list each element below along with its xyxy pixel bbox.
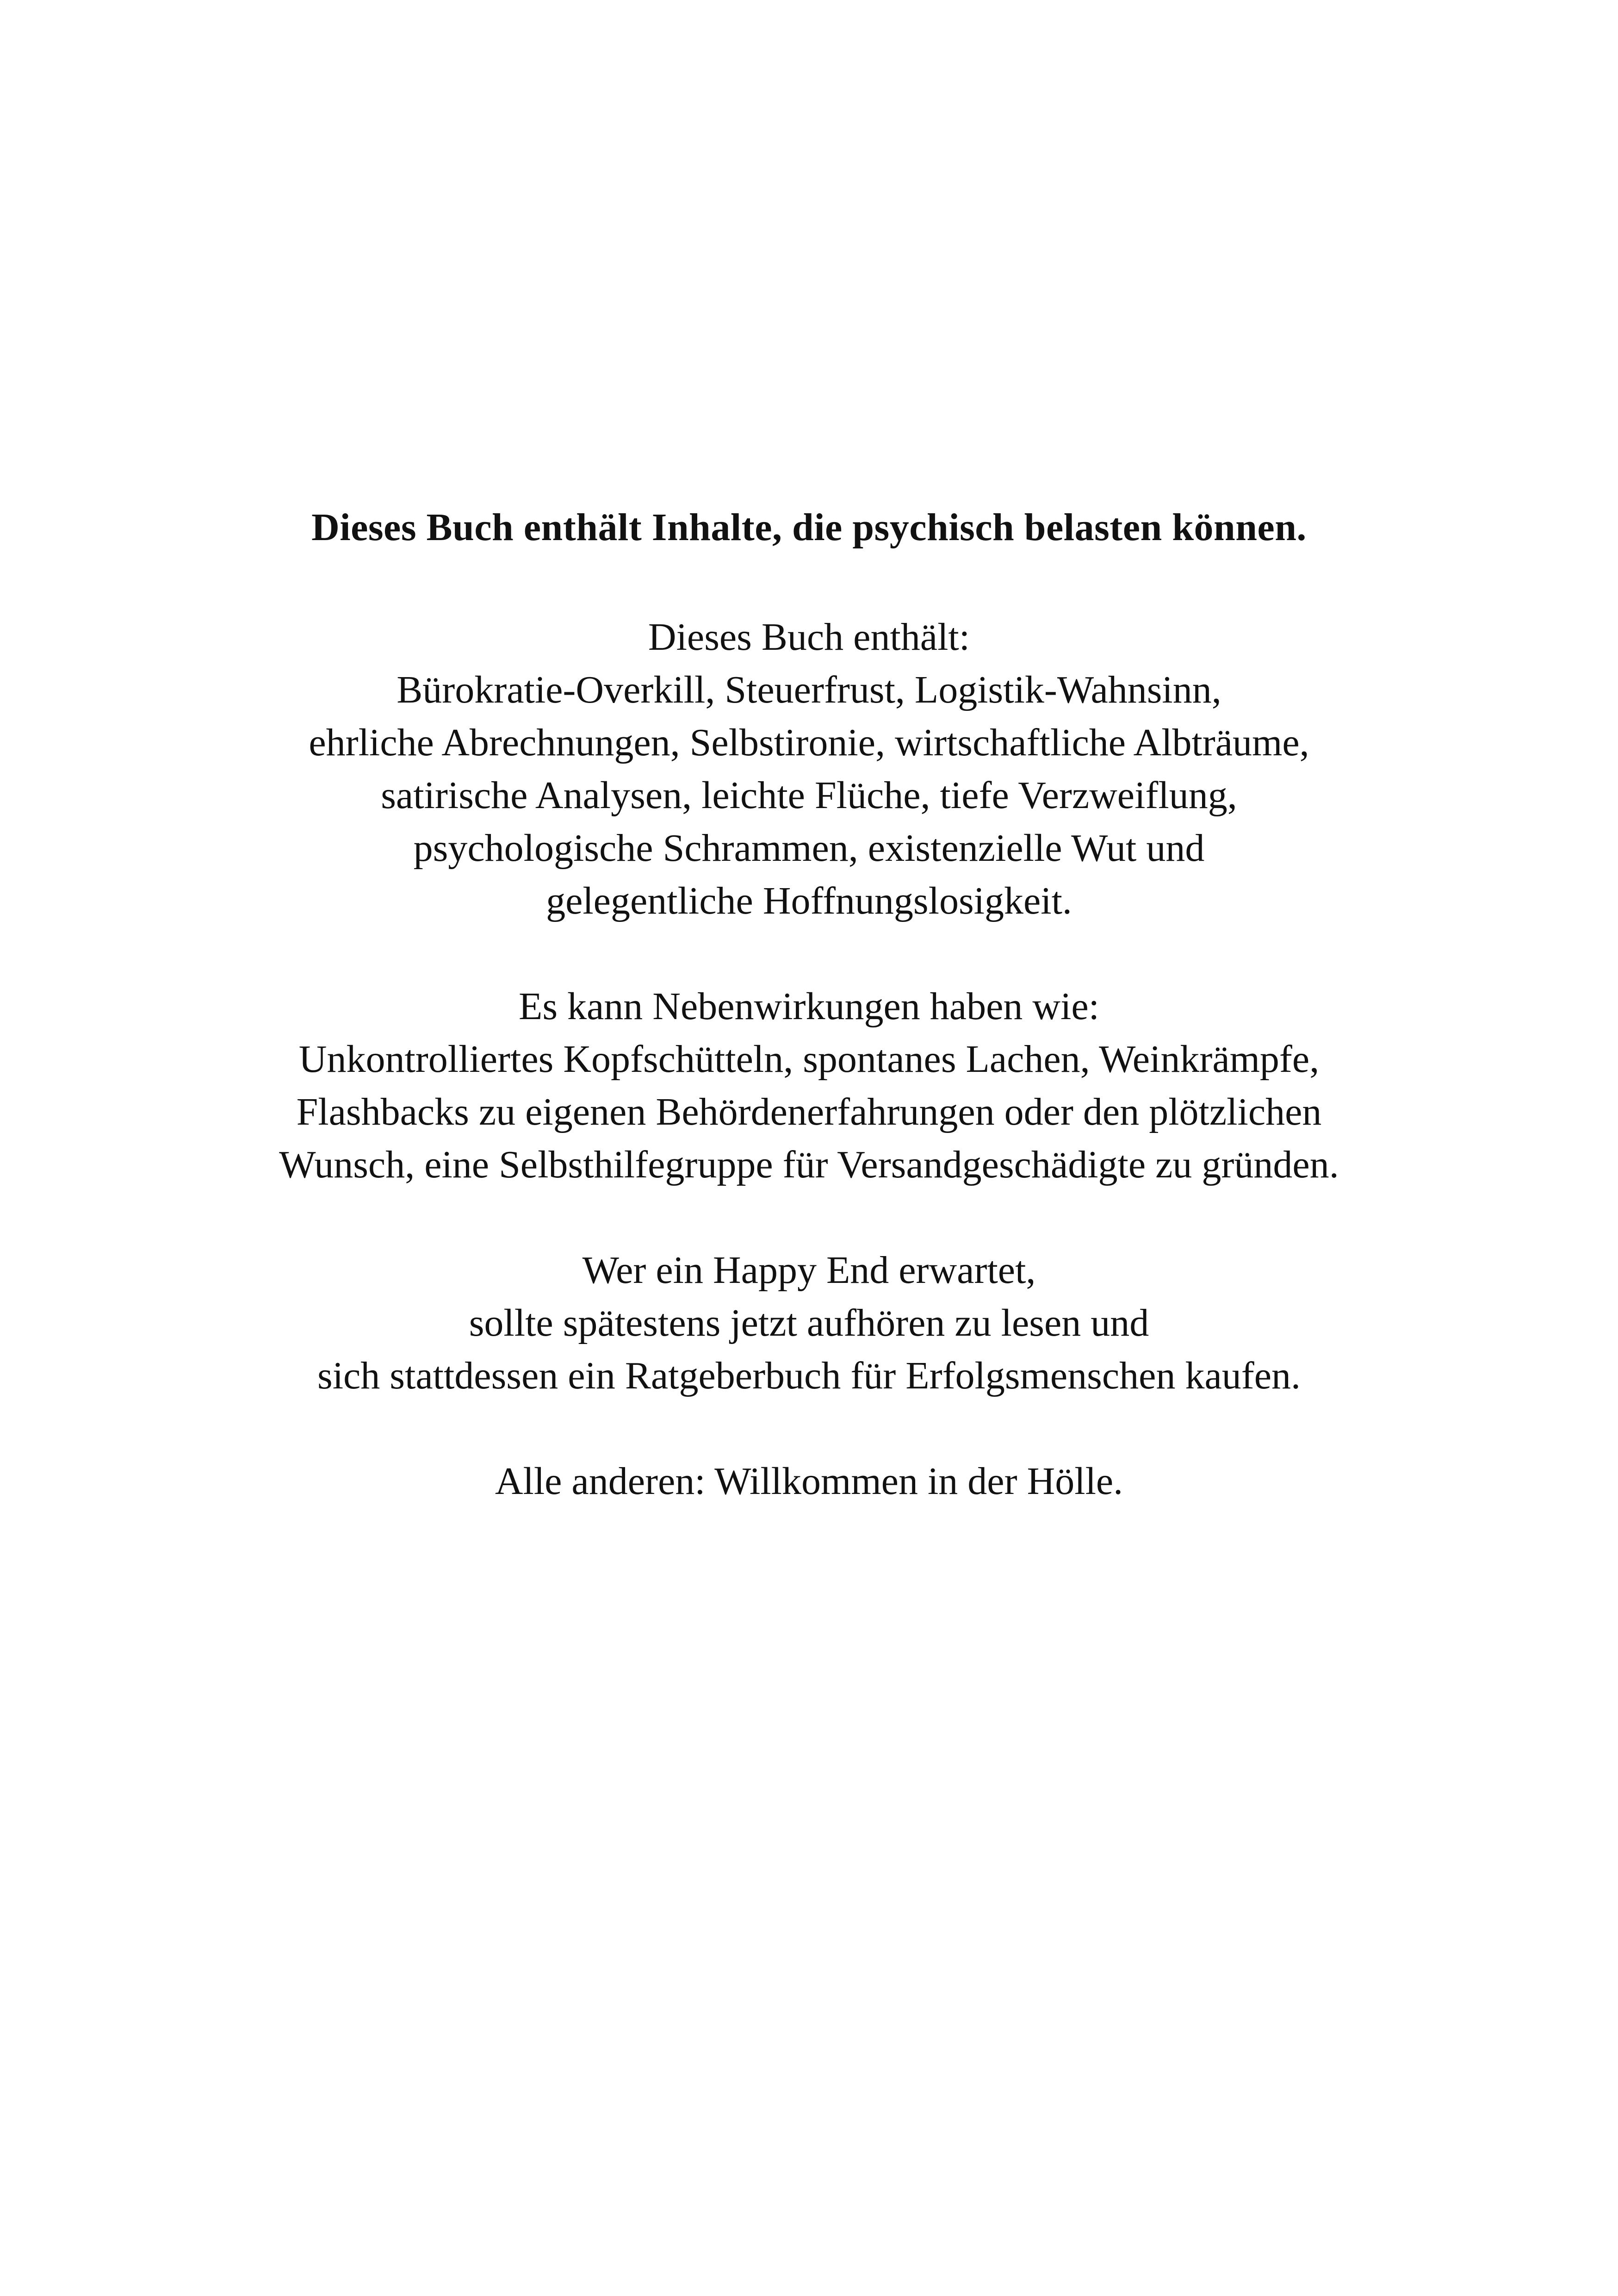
happy-end-paragraph xyxy=(0,1244,1618,1402)
text-line: sollte spätestens jetzt aufhören zu lesen und xyxy=(469,1301,1149,1344)
text-line: Unkontrolliertes Kopfschütteln, spontanes Lachen, Weinkrämpfe, xyxy=(298,1038,1320,1081)
text-line: Dieses Buch enthält: xyxy=(648,616,970,659)
text-line: Es kann Nebenwirkungen haben wie: xyxy=(519,985,1099,1028)
text-line: Flashbacks zu eigenen Behördenerfahrungen oder den plötzlichen xyxy=(296,1090,1322,1133)
text-line: Wunsch, eine Selbsthilfegruppe für Versandgeschädigte zu gründen. xyxy=(279,1143,1339,1186)
warning-text xyxy=(0,500,1618,1561)
content-list-paragraph xyxy=(0,611,1618,927)
text-line: psychologische Schrammen, existenzielle Wut und xyxy=(413,827,1205,870)
text-line: satirische Analysen, leichte Flüche, tiefe Verzweiflung, xyxy=(381,774,1237,817)
text-line: sich stattdessen ein Ratgeberbuch für Erfolgsmenschen kaufen. xyxy=(317,1354,1301,1397)
side-effects-paragraph xyxy=(0,980,1618,1191)
closing-paragraph xyxy=(0,1455,1618,1508)
warning-heading: Dieses Buch enthält Inhalte, die psychisch belasten können. xyxy=(311,506,1307,549)
text-line: Alle anderen: Willkommen in der Hölle. xyxy=(495,1460,1123,1503)
text-line: Bürokratie-Overkill, Steuerfrust, Logistik-Wahnsinn, xyxy=(397,668,1221,711)
text-line: ehrliche Abrechnungen, Selbstironie, wirtschaftliche Albträume, xyxy=(309,721,1309,764)
text-line: Wer ein Happy End erwartet, xyxy=(582,1249,1036,1292)
text-line: gelegentliche Hoffnungslosigkeit. xyxy=(546,879,1072,922)
